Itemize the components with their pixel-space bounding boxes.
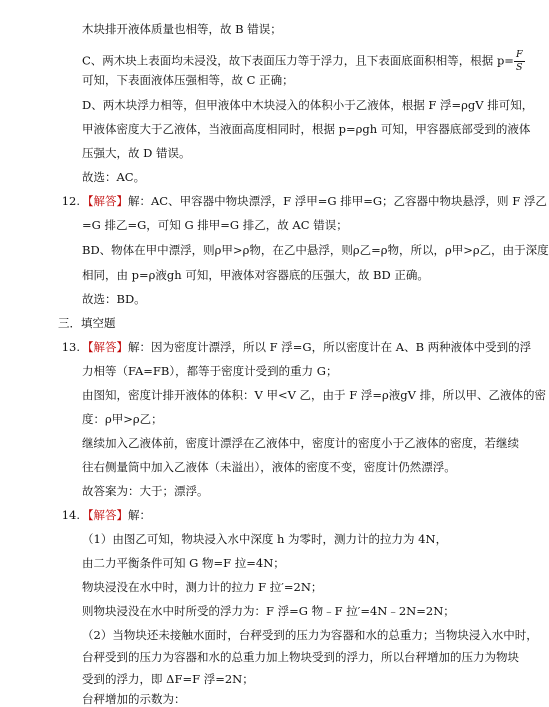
q12-line-3: BD、物体在甲中漂浮，则ρ甲>ρ物，在乙中悬浮，则ρ乙=ρ物，所以，ρ甲>ρ乙，由于深度 bbox=[82, 243, 549, 257]
q12-line-5: 故选：BD。 bbox=[82, 292, 146, 306]
q14-line-2: 由二力平衡条件可知 G 物=F 拉=4N； bbox=[82, 556, 285, 570]
answer-tag: 【解答】 bbox=[82, 340, 128, 354]
q11-line-2 bbox=[82, 50, 525, 73]
q14-line-7: 受到的浮力，即 ΔF=F 浮=2N； bbox=[82, 672, 254, 686]
q13-line-5: 继续加入乙液体前，密度计漂浮在乙液体中，密度计的密度小于乙液体的密度，若继续 bbox=[82, 436, 519, 450]
q11-line-7: 故选：AC。 bbox=[82, 170, 146, 184]
answer-tag: 【解答】 bbox=[82, 194, 128, 208]
q13-line-4: 度：ρ甲>ρ乙； bbox=[82, 412, 163, 426]
q14-line-4: 则物块浸没在水中时所受的浮力为：F 浮=G 物﹣F 拉′=4N﹣2N=2N； bbox=[82, 604, 455, 618]
q13-line-6: 往右侧量筒中加入乙液体（未溢出），液体的密度不变，密度计仍然漂浮。 bbox=[82, 460, 456, 474]
q11-line-5: 甲液体密度大于乙液体，当液面高度相同时，根据 p=ρgh 可知，甲容器底部受到的液体 bbox=[82, 122, 531, 136]
q14-line-8: 台秤增加的示数为： bbox=[82, 692, 186, 706]
q11-line-4: D、两木块浮力相等，但甲液体中木块浸入的体积小于乙液体，根据 F 浮=ρgV 排可知， bbox=[82, 98, 534, 112]
q11-line-3: 可知，下表面液体压强相等，故 C 正确； bbox=[82, 73, 294, 87]
fraction-numerator: F bbox=[515, 49, 523, 60]
pressure-fraction bbox=[514, 50, 525, 73]
q12-line-1-text: 解：AC、甲容器中物块漂浮，F 浮甲=G 排甲=G；乙容器中物块悬浮，则 F 浮乙 bbox=[128, 194, 547, 208]
q11-line-6: 压强大，故 D 错误。 bbox=[82, 146, 191, 160]
q14-line-1: （1）由图乙可知，物块浸入水中深度 h 为零时，测力计的拉力为 4N， bbox=[82, 532, 448, 546]
q13-line-1-text: 解：因为密度计漂浮，所以 F 浮=G，所以密度计在 A、B 两种液体中受到的浮 bbox=[128, 340, 532, 354]
q13-line-1 bbox=[82, 342, 531, 354]
q12-number: 12. bbox=[61, 194, 80, 208]
q14-line-6: 台秤受到的压力为容器和水的总重力加上物块受到的浮力，所以台秤增加的压力为物块 bbox=[82, 650, 519, 664]
q13-line-2: 力相等（FA=FB），都等于密度计受到的重力 G； bbox=[82, 364, 338, 378]
q14-number: 14. bbox=[61, 508, 80, 522]
q13-line-7: 故答案为：大于；漂浮。 bbox=[82, 484, 209, 498]
section-heading: 三．填空题 bbox=[58, 316, 116, 330]
q12-line-2: =G 排乙=G，可知 G 排甲=G 排乙，故 AC 错误； bbox=[82, 218, 348, 232]
answer-tag: 【解答】 bbox=[82, 508, 128, 522]
q13-line-3: 由图知，密度计排开液体的体积：V 甲<V 乙，由于 F 浮=ρ液gV 排，所以甲、乙液体的密 bbox=[82, 388, 547, 402]
q11-line-1: 木块排开液体质量也相等，故 B 错误； bbox=[82, 22, 282, 36]
q12-line-1 bbox=[82, 196, 547, 208]
q14-line-5: （2）当物块还未接触水面时，台秤受到的压力为容器和水的总重力；当物块浸入水中时， bbox=[82, 628, 538, 642]
fraction-denominator: S bbox=[515, 61, 523, 73]
q14-header bbox=[82, 510, 151, 522]
q14-intro: 解： bbox=[128, 508, 151, 522]
q14-line-3: 物块浸没在水中时，测力计的拉力 F 拉′=2N； bbox=[82, 580, 323, 594]
q12-line-4: 相同，由 p=ρ液gh 可知，甲液体对容器底的压强大，故 BD 正确。 bbox=[82, 268, 429, 282]
q13-number: 13. bbox=[61, 340, 80, 354]
q11-line-2-text: C、两木块上表面均未浸没，故下表面压力等于浮力，且下表面底面积相等，根据 p= bbox=[82, 53, 514, 68]
